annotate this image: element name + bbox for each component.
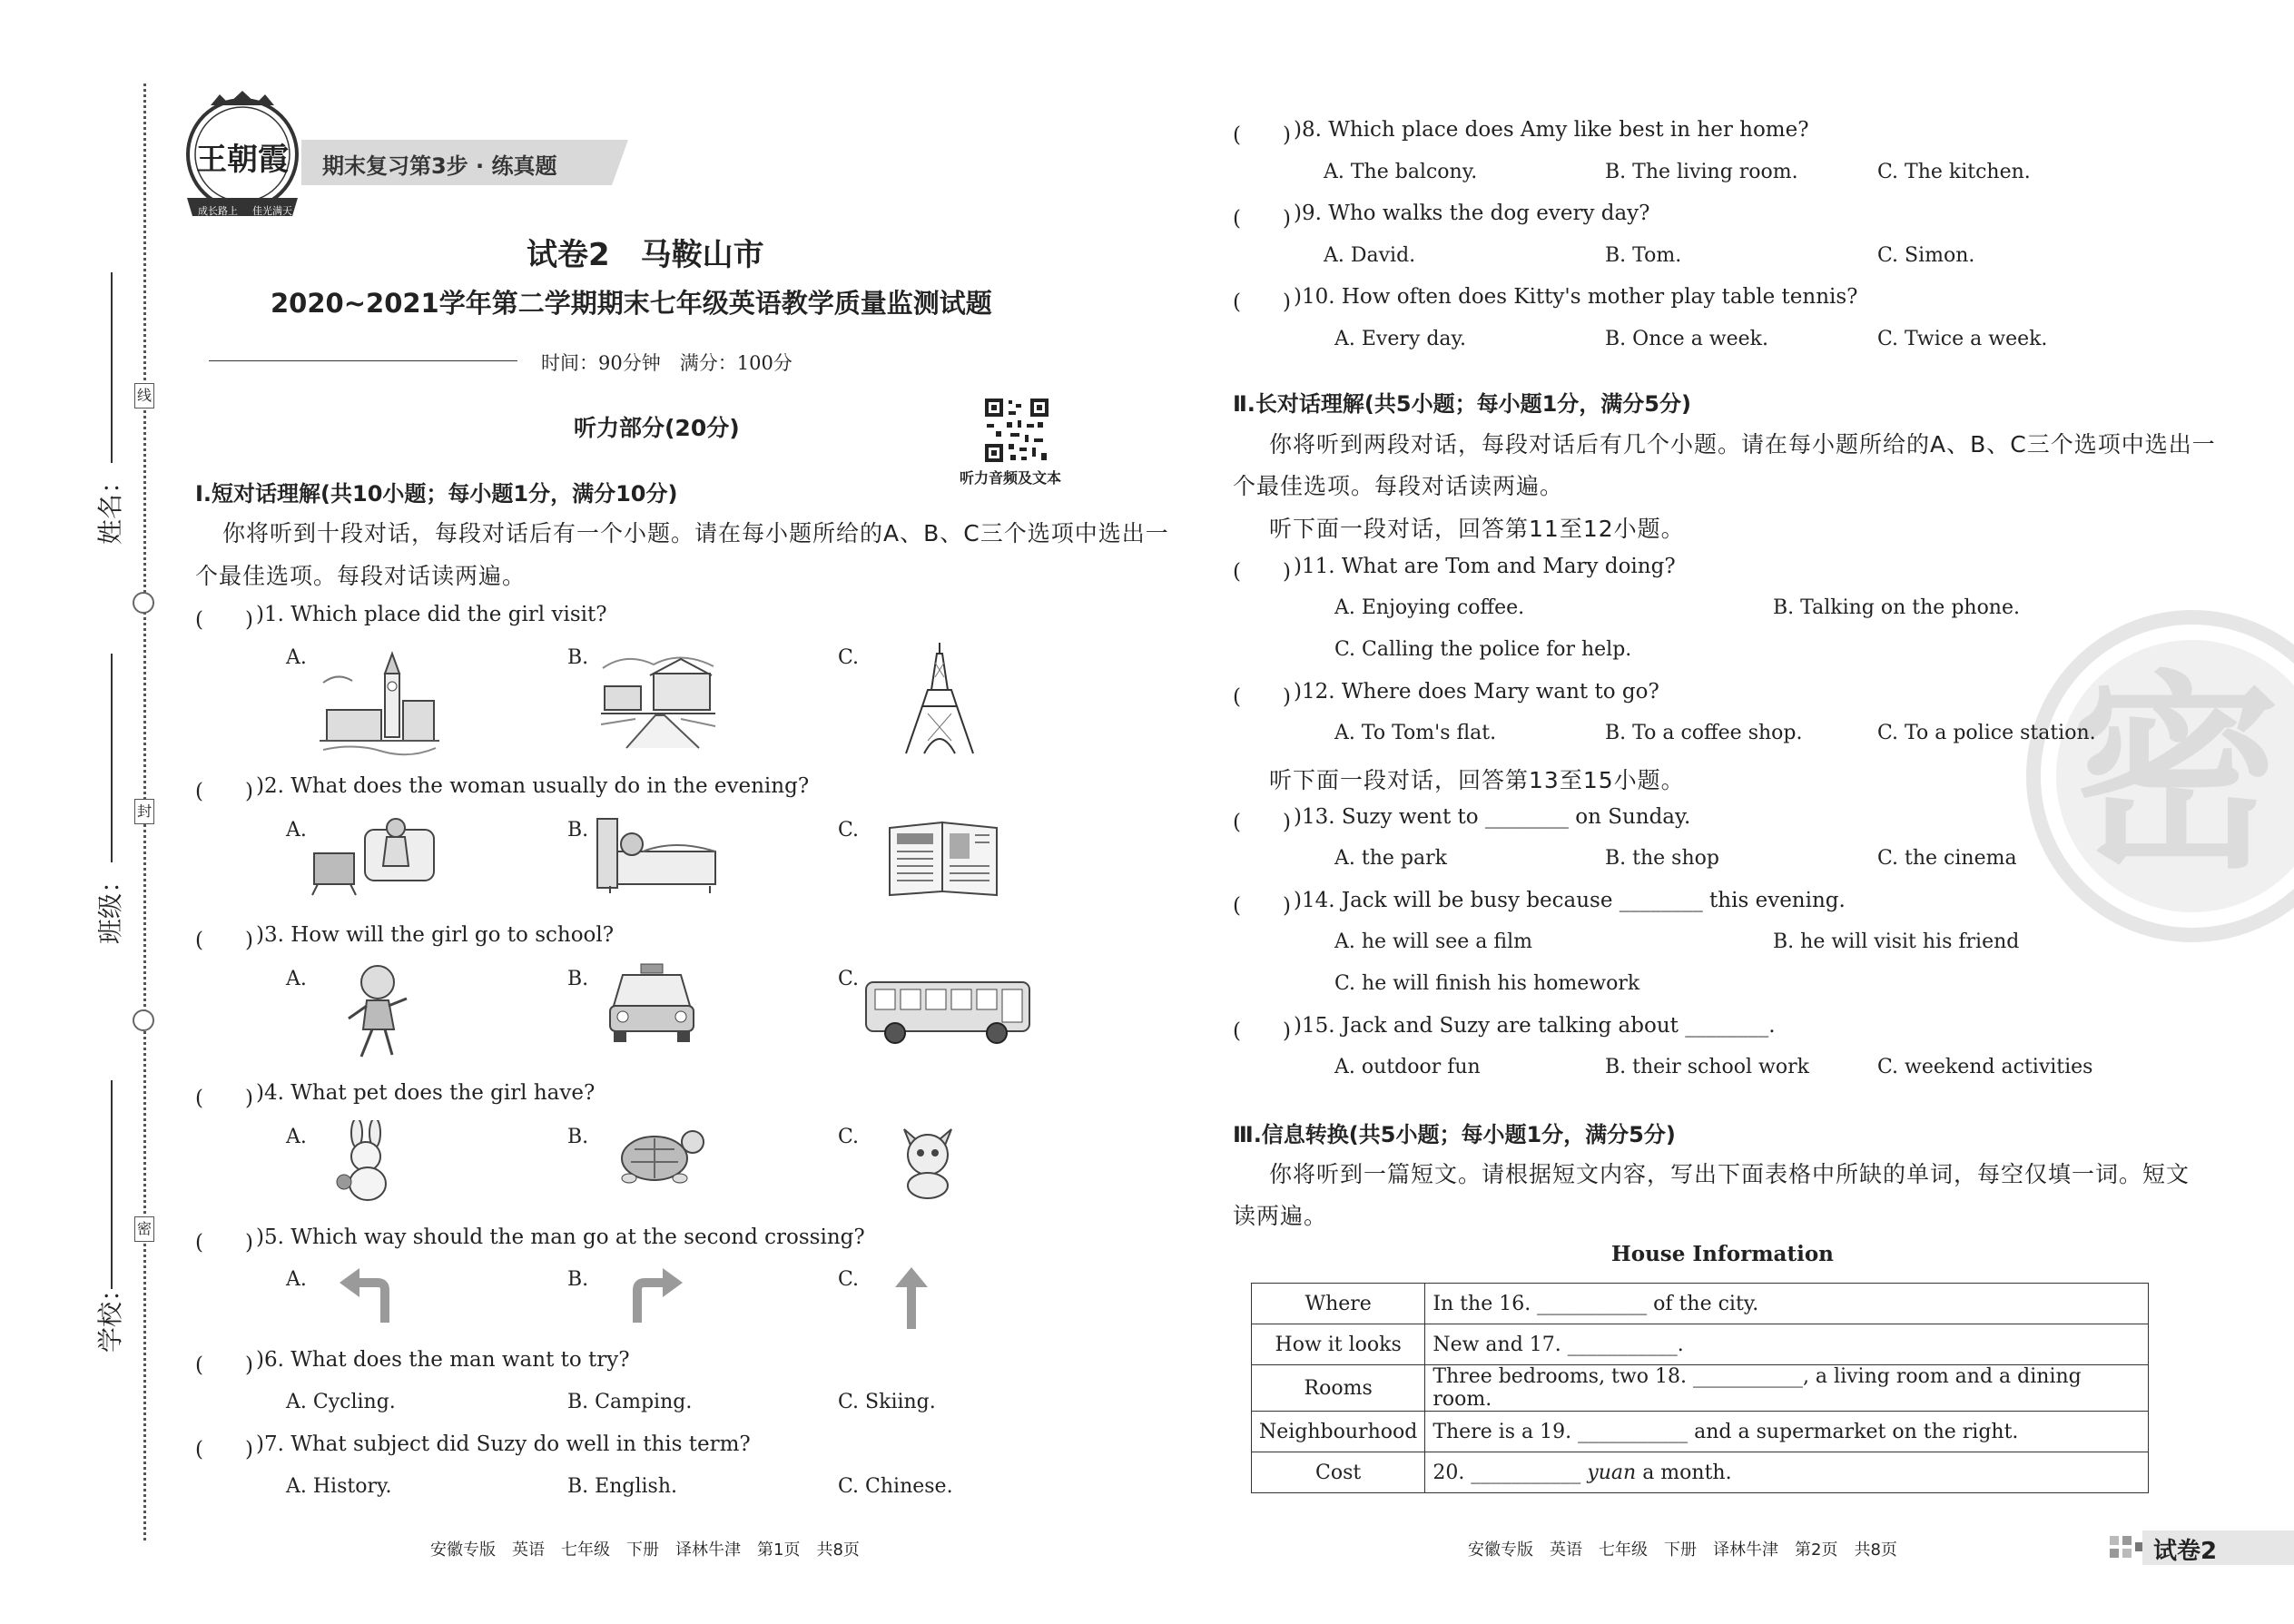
option-label: B. bbox=[567, 968, 589, 990]
row-key: How it looks bbox=[1252, 1324, 1425, 1365]
street-village-image[interactable] bbox=[599, 646, 717, 751]
cost-blank[interactable]: 20. ___________ bbox=[1433, 1461, 1588, 1484]
question-10: )10. How often does Kitty's mother play table tennis? bbox=[1294, 285, 1858, 309]
walking-girl-image[interactable] bbox=[338, 962, 416, 1064]
answer-paren[interactable]: ( ) bbox=[195, 780, 253, 803]
option-label: B. bbox=[567, 646, 589, 669]
option-c[interactable]: C. The kitchen. bbox=[1877, 161, 2031, 183]
table-row bbox=[1252, 1365, 2149, 1412]
row-value[interactable]: Three bedrooms, two 18. ___________, a living room and a dining room. bbox=[1425, 1365, 2149, 1412]
time-info: 时间：90分钟 满分：100分 bbox=[541, 352, 793, 374]
question-7: )7. What subject did Suzy do well in this term? bbox=[256, 1432, 751, 1456]
row-key: Rooms bbox=[1252, 1365, 1425, 1412]
row-key: Cost bbox=[1252, 1452, 1425, 1493]
answer-paren[interactable]: ( ) bbox=[195, 608, 253, 632]
option-b[interactable]: B. Tom. bbox=[1605, 244, 1682, 267]
school-field-line bbox=[111, 1080, 113, 1289]
answer-paren[interactable]: ( ) bbox=[195, 929, 253, 952]
answer-paren[interactable]: ( ) bbox=[1233, 1019, 1291, 1043]
binding-circle bbox=[133, 1009, 154, 1031]
table-row bbox=[1252, 1324, 2149, 1365]
question-12: )12. Where does Mary want to go? bbox=[1294, 680, 1659, 704]
option-b[interactable]: B. English. bbox=[567, 1475, 677, 1498]
part2-subinstruction: 听下面一段对话，回答第13至15小题。 bbox=[1269, 767, 1685, 793]
sleeping-in-bed-image[interactable] bbox=[592, 813, 721, 895]
option-b[interactable]: B. Talking on the phone. bbox=[1773, 596, 2020, 619]
exam-title: 试卷2 马鞍山市 bbox=[527, 237, 764, 273]
part3-heading: Ⅲ.信息转换(共5小题；每小题1分，满分5分) bbox=[1233, 1122, 1676, 1147]
answer-paren[interactable]: ( ) bbox=[1233, 123, 1291, 147]
footer-right: 安徽专版 英语 七年级 下册 译林牛津 第2页 共8页 bbox=[1468, 1540, 1897, 1560]
question-5: )5. Which way should the man go at the second crossing? bbox=[256, 1225, 865, 1249]
option-label: C. bbox=[838, 819, 860, 842]
footer-tag-dots-icon bbox=[2106, 1532, 2146, 1565]
watching-tv-image[interactable] bbox=[309, 813, 438, 897]
turn-right-arrow-icon[interactable] bbox=[621, 1266, 686, 1324]
part1-instructions: 个最佳选项。每段对话读两遍。 bbox=[195, 563, 527, 589]
part1-instructions: 你将听到十段对话，每段对话后有一个小题。请在每小题所给的A、B、C三个选项中选出一 bbox=[222, 520, 1169, 546]
taxi-image[interactable] bbox=[606, 962, 697, 1046]
option-b[interactable]: B. their school work bbox=[1605, 1056, 1809, 1078]
turn-left-arrow-icon[interactable] bbox=[336, 1266, 401, 1324]
option-label: A. bbox=[286, 968, 307, 990]
row-value[interactable]: There is a 19. ___________ and a supermarket on the right. bbox=[1425, 1412, 2149, 1452]
turtle-image[interactable] bbox=[613, 1122, 707, 1187]
bus-image[interactable] bbox=[862, 977, 1037, 1046]
name-field-line bbox=[111, 272, 113, 463]
answer-paren[interactable]: ( ) bbox=[1233, 560, 1291, 584]
answer-paren[interactable]: ( ) bbox=[1233, 894, 1291, 918]
binding-mark-seal: 封 bbox=[134, 799, 154, 824]
class-field-line bbox=[111, 654, 113, 862]
name-label: 姓名： bbox=[95, 468, 125, 545]
option-label: B. bbox=[567, 819, 589, 842]
question-2: )2. What does the woman usually do in the evening? bbox=[256, 774, 810, 798]
part2-heading: Ⅱ.长对话理解(共5小题；每小题1分，满分5分) bbox=[1233, 391, 1691, 417]
straight-ahead-arrow-icon[interactable] bbox=[891, 1265, 931, 1331]
question-6: )6. What does the man want to try? bbox=[256, 1348, 630, 1372]
footer-left: 安徽专版 英语 七年级 下册 译林牛津 第1页 共8页 bbox=[430, 1540, 860, 1560]
question-13: )13. Suzy went to ________ on Sunday. bbox=[1294, 805, 1691, 829]
part3-instructions: 你将听到一篇短文。请根据短文内容，写出下面表格中所缺的单词，每空仅填一词。短文 bbox=[1269, 1161, 2191, 1187]
option-a[interactable]: A. The balcony. bbox=[1324, 161, 1478, 183]
option-a[interactable]: A. outdoor fun bbox=[1334, 1056, 1481, 1078]
answer-paren[interactable]: ( ) bbox=[195, 1087, 253, 1110]
row-value[interactable]: New and 17. ___________. bbox=[1425, 1324, 2149, 1365]
option-a[interactable]: A. Cycling. bbox=[286, 1391, 396, 1413]
exam-subtitle: 2020~2021学年第二学期期末七年级英语教学质量监测试题 bbox=[271, 288, 992, 319]
eiffel-tower-image[interactable] bbox=[901, 641, 979, 757]
answer-paren[interactable]: ( ) bbox=[1233, 290, 1291, 314]
qr-code[interactable] bbox=[983, 397, 1050, 464]
answer-paren[interactable]: ( ) bbox=[195, 1438, 253, 1462]
option-label: C. bbox=[838, 1268, 860, 1291]
option-c[interactable]: C. Twice a week. bbox=[1877, 328, 2048, 350]
question-15: )15. Jack and Suzy are talking about ________. bbox=[1294, 1014, 1776, 1038]
option-b[interactable]: B. Once a week. bbox=[1605, 328, 1768, 350]
logo-motto-left: 成长路上 bbox=[198, 205, 238, 217]
table-row bbox=[1252, 1452, 2149, 1493]
binding-circle bbox=[133, 592, 154, 614]
answer-paren[interactable]: ( ) bbox=[195, 1353, 253, 1377]
question-3: )3. How will the girl go to school? bbox=[256, 923, 615, 947]
row-key: Where bbox=[1252, 1284, 1425, 1324]
option-label: B. bbox=[567, 1126, 589, 1148]
option-b[interactable]: B. The living room. bbox=[1605, 161, 1798, 183]
part2-instructions: 个最佳选项。每段对话读两遍。 bbox=[1233, 473, 1564, 499]
table-row bbox=[1252, 1284, 2149, 1324]
answer-paren[interactable]: ( ) bbox=[195, 1231, 253, 1255]
listening-title: 听力部分(20分) bbox=[574, 415, 740, 441]
question-8: )8. Which place does Amy like best in her home? bbox=[1294, 118, 1809, 142]
part1-heading: Ⅰ.短对话理解(共10小题；每小题1分，满分10分) bbox=[195, 481, 678, 507]
rabbit-image[interactable] bbox=[331, 1120, 399, 1204]
option-c[interactable]: C. weekend activities bbox=[1877, 1056, 2093, 1078]
option-c[interactable]: C. he will finish his homework bbox=[1334, 972, 1640, 995]
question-4: )4. What pet does the girl have? bbox=[256, 1081, 596, 1105]
option-a[interactable]: A. the park bbox=[1334, 847, 1447, 870]
cat-image[interactable] bbox=[891, 1122, 964, 1200]
house-info-table bbox=[1251, 1283, 2149, 1493]
qr-caption: 听力音频及文本 bbox=[960, 469, 1062, 487]
big-ben-castle-image[interactable] bbox=[320, 646, 439, 757]
table-row bbox=[1252, 1412, 2149, 1452]
title-rule bbox=[209, 360, 517, 361]
table-title: House Information bbox=[1611, 1242, 1834, 1266]
newspaper-image[interactable] bbox=[888, 819, 999, 897]
part2-instructions: 你将听到两段对话，每段对话后有几个小题。请在每小题所给的A、B、C三个选项中选出一 bbox=[1269, 431, 2216, 458]
binding-mark-secret: 密 bbox=[134, 1216, 154, 1242]
answer-paren[interactable]: ( ) bbox=[1233, 685, 1291, 709]
seal-character: 密 bbox=[2072, 655, 2281, 897]
part3-instructions: 读两遍。 bbox=[1233, 1203, 1328, 1229]
option-a[interactable]: A. he will see a film bbox=[1334, 930, 1532, 953]
question-9: )9. Who walks the dog every day? bbox=[1294, 202, 1650, 225]
option-a[interactable]: A. To Tom's flat. bbox=[1334, 722, 1497, 744]
option-a[interactable]: A. David. bbox=[1324, 244, 1416, 267]
question-14: )14. Jack will be busy because ________ this evening. bbox=[1294, 889, 1846, 912]
row-value[interactable]: In the 16. ___________ of the city. bbox=[1425, 1284, 2149, 1324]
option-c[interactable]: C. the cinema bbox=[1877, 847, 2017, 870]
class-label: 班级： bbox=[95, 867, 125, 944]
option-c[interactable]: C. Calling the police for help. bbox=[1334, 638, 1632, 661]
row-value[interactable] bbox=[1425, 1452, 2149, 1493]
answer-paren[interactable]: ( ) bbox=[1233, 811, 1291, 834]
option-b[interactable]: B. Camping. bbox=[567, 1391, 693, 1413]
option-a[interactable]: A. Enjoying coffee. bbox=[1334, 596, 1525, 619]
option-b[interactable]: B. To a coffee shop. bbox=[1605, 722, 1803, 744]
question-1: )1. Which place did the girl visit? bbox=[256, 603, 607, 626]
logo-text: 王朝霞 bbox=[196, 142, 289, 178]
option-c[interactable]: C. To a police station. bbox=[1877, 722, 2096, 744]
logo-motto-right: 佳光满天 bbox=[252, 205, 292, 217]
question-11: )11. What are Tom and Mary doing? bbox=[1294, 555, 1676, 578]
option-a[interactable]: A. Every day. bbox=[1334, 328, 1467, 350]
option-c[interactable]: C. Simon. bbox=[1877, 244, 1975, 267]
header-banner-text: 期末复习第3步 · 练真题 bbox=[322, 153, 557, 179]
row-key: Neighbourhood bbox=[1252, 1412, 1425, 1452]
option-label: C. bbox=[838, 968, 860, 990]
option-label: A. bbox=[286, 646, 307, 669]
cost-unit: yuan bbox=[1587, 1461, 1637, 1484]
option-b[interactable]: B. he will visit his friend bbox=[1773, 930, 2020, 953]
option-c[interactable]: C. Chinese. bbox=[838, 1475, 953, 1498]
option-c[interactable]: C. Skiing. bbox=[838, 1391, 936, 1413]
option-label: A. bbox=[286, 1268, 307, 1291]
part2-subinstruction: 听下面一段对话，回答第11至12小题。 bbox=[1269, 516, 1685, 542]
footer-tag: 试卷2 bbox=[2153, 1538, 2218, 1565]
answer-paren[interactable]: ( ) bbox=[1233, 207, 1291, 231]
school-label: 学校： bbox=[95, 1275, 125, 1353]
option-label: A. bbox=[286, 819, 307, 842]
option-label: B. bbox=[567, 1268, 589, 1291]
cost-suffix: a month. bbox=[1636, 1461, 1732, 1484]
option-b[interactable]: B. the shop bbox=[1605, 847, 1719, 870]
option-a[interactable]: A. History. bbox=[286, 1475, 392, 1498]
option-label: C. bbox=[838, 646, 860, 669]
binding-mark-line: 线 bbox=[134, 383, 154, 408]
option-label: A. bbox=[286, 1126, 307, 1148]
option-label: C. bbox=[838, 1126, 860, 1148]
